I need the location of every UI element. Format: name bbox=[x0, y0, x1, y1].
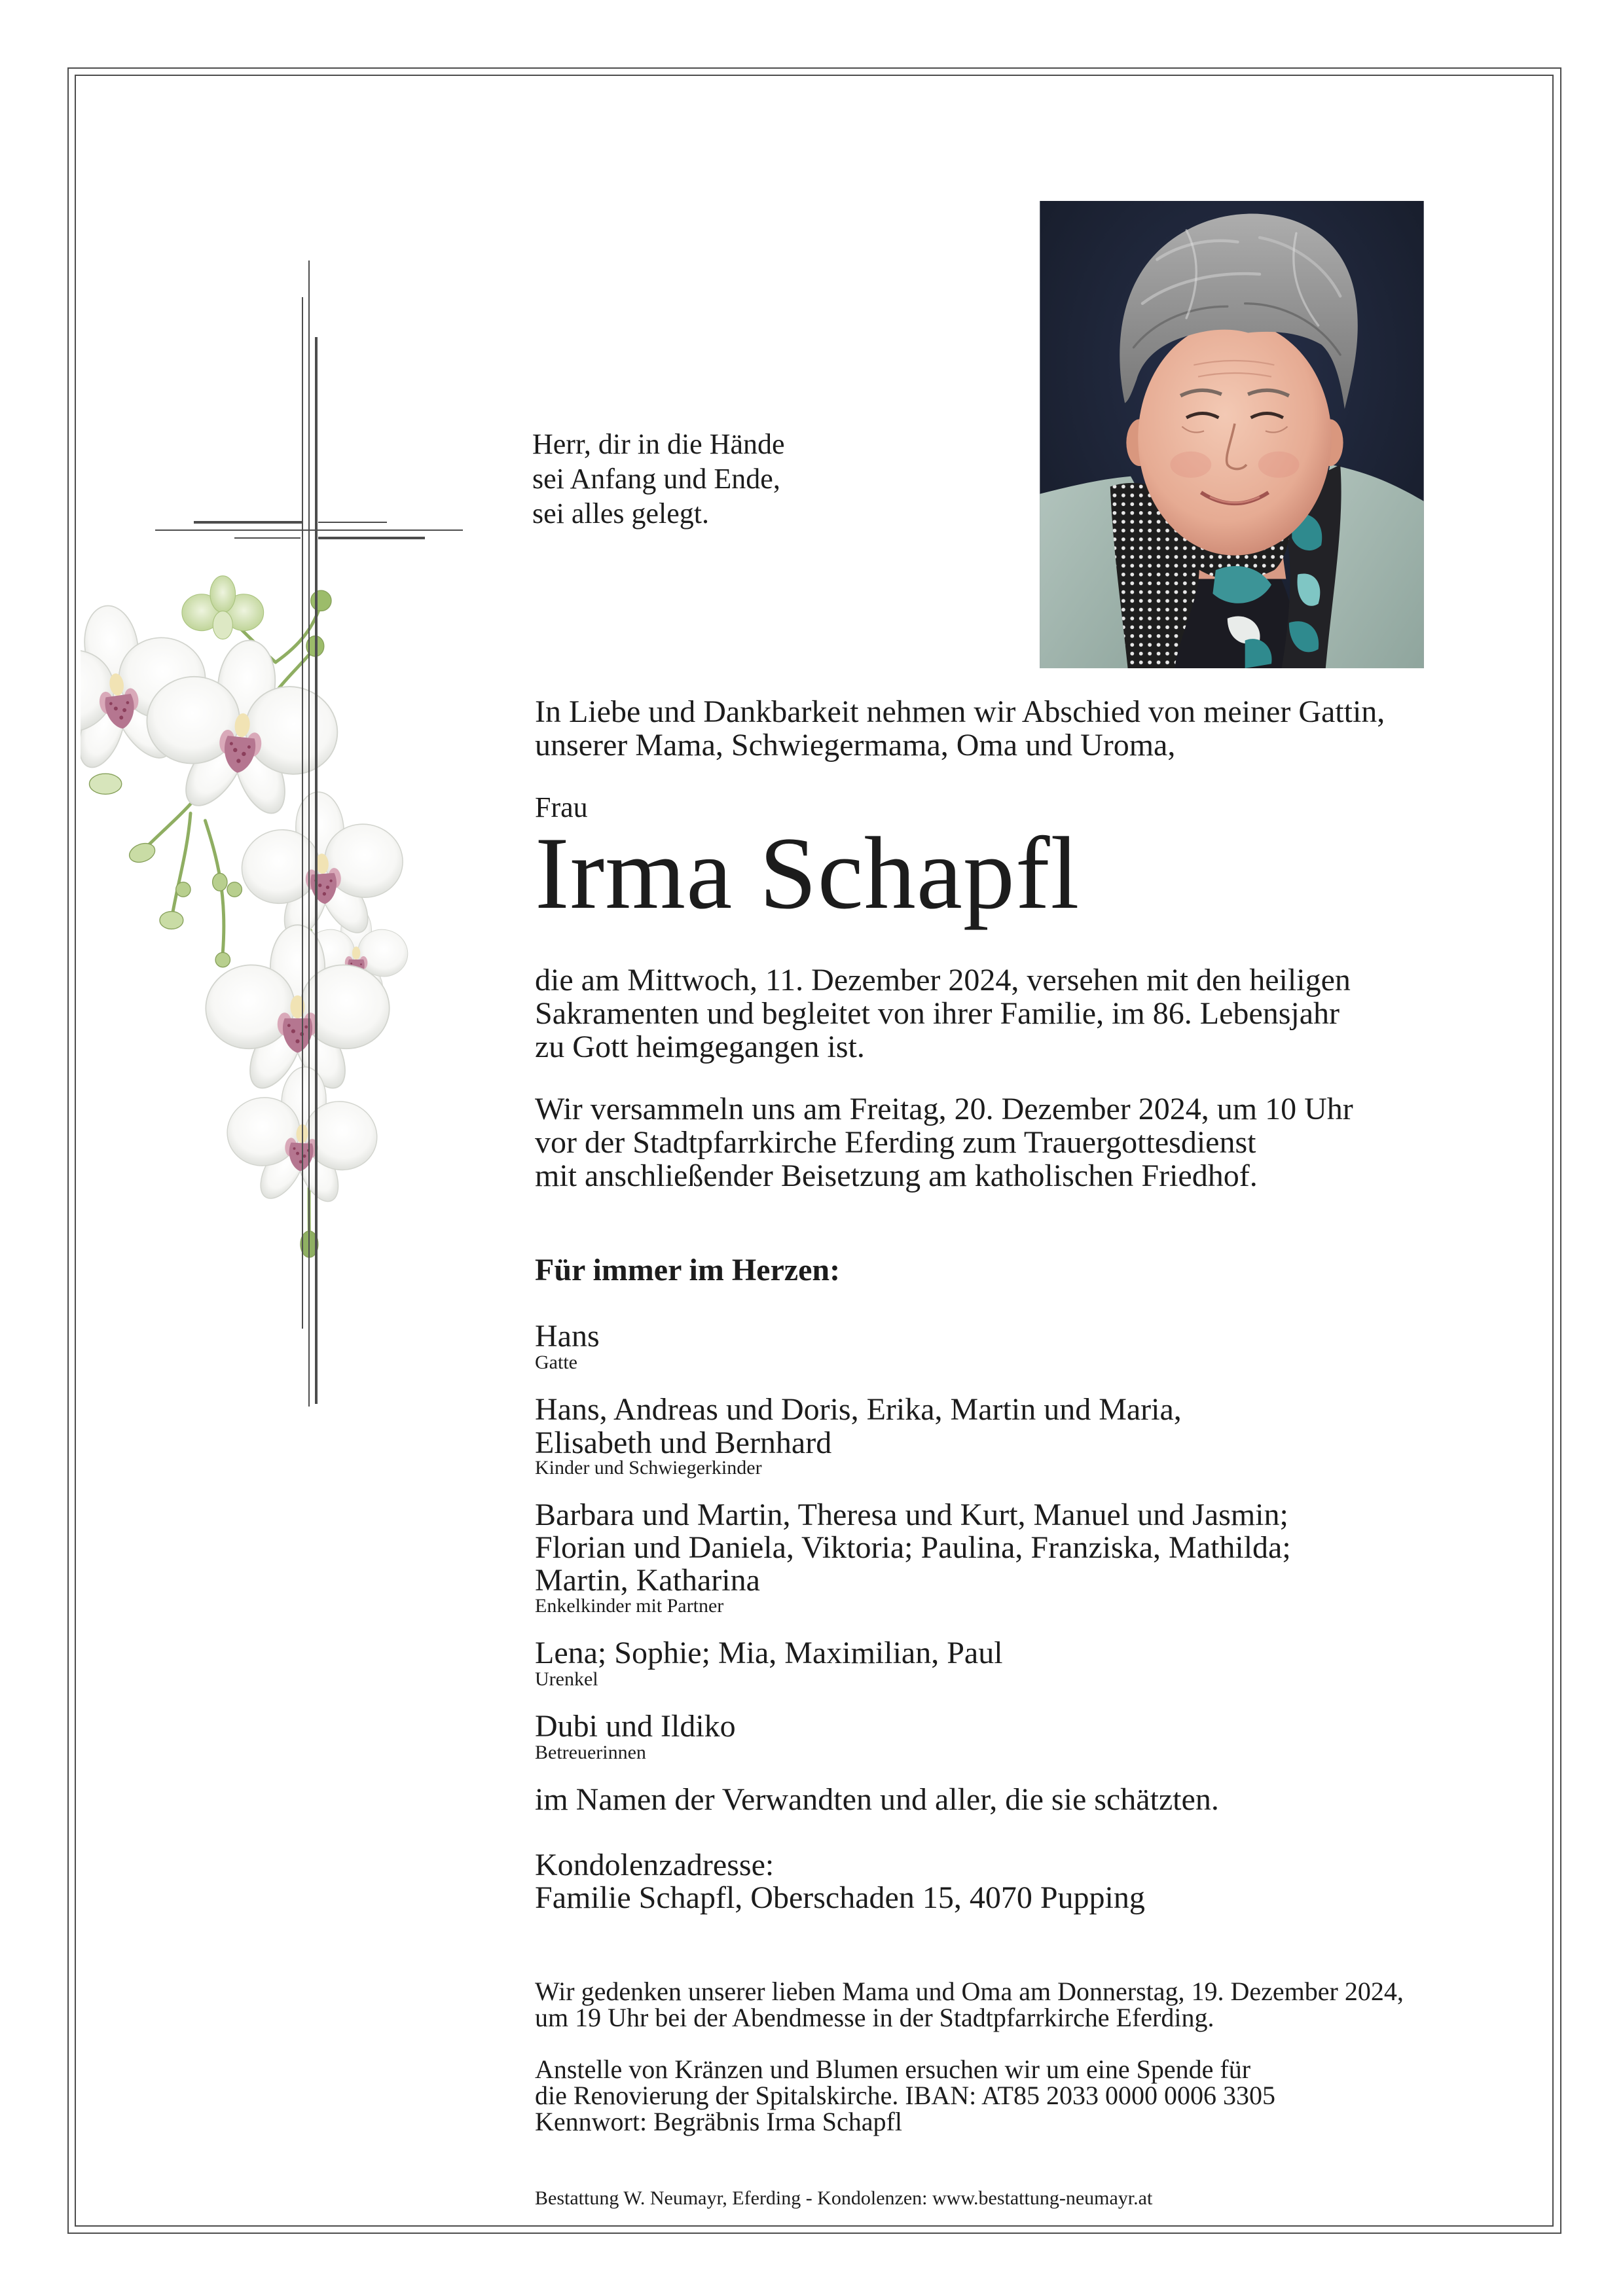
death-notice-line: zu Gott heimgegangen ist. bbox=[535, 1030, 865, 1064]
funeral-notice-line: Wir versammeln uns am Freitag, 20. Dezember 2024, um 10 Uhr bbox=[535, 1092, 1353, 1126]
intro-line: In Liebe und Dankbarkeit nehmen wir Abschied von meiner Gattin, bbox=[535, 694, 1385, 729]
intro-line: unserer Mama, Schwiegermama, Oma und Uroma, bbox=[535, 728, 1176, 762]
cross-vertical-line bbox=[308, 260, 310, 1407]
mourner-names bbox=[535, 1393, 1182, 1460]
mourner-relation: Kinder und Schwiegerkinder bbox=[535, 1457, 762, 1479]
mourner-relation: Gatte bbox=[535, 1352, 577, 1373]
cross-horizontal-line bbox=[194, 521, 302, 524]
funeral-notice-line: mit anschließender Beisetzung am katholischen Friedhof. bbox=[535, 1158, 1258, 1193]
mourner-names-line: Martin, Katharina bbox=[535, 1563, 760, 1598]
poem-verse bbox=[532, 427, 785, 531]
cross-vertical-line bbox=[302, 297, 303, 1329]
footer-credit: Bestattung W. Neumayr, Eferding - Kondolenzen: www.bestattung-neumayr.at bbox=[535, 2187, 1153, 2209]
mourner-relation: Urenkel bbox=[535, 1668, 598, 1690]
mourner-relation: Betreuerinnen bbox=[535, 1742, 646, 1763]
mourner-names-line: Hans bbox=[535, 1319, 600, 1354]
cross-horizontal-line bbox=[155, 529, 463, 531]
donation-line: Kennwort: Begräbnis Irma Schapfl bbox=[535, 2107, 902, 2136]
cross-horizontal-line bbox=[234, 537, 301, 539]
memorial-mass-line: um 19 Uhr bei der Abendmesse in der Stadtpfarrkirche Eferding. bbox=[535, 2003, 1214, 2032]
death-notice-line: Sakramenten und begleitet von ihrer Familie, im 86. Lebensjahr bbox=[535, 996, 1340, 1031]
memorial-mass-line: Wir gedenken unserer lieben Mama und Oma am Donnerstag, 19. Dezember 2024, bbox=[535, 1977, 1404, 2006]
poem-line: sei Anfang und Ende, bbox=[532, 463, 780, 495]
portrait-photo bbox=[1040, 201, 1424, 668]
mourner-names bbox=[535, 1499, 1291, 1597]
cross-horizontal-line bbox=[318, 522, 387, 523]
condolence-address-block bbox=[535, 1849, 1145, 1914]
mourner-names-line: Hans, Andreas und Doris, Erika, Martin und Maria, bbox=[535, 1392, 1182, 1427]
salutation: Frau bbox=[535, 791, 588, 823]
funeral-notice-line: vor der Stadtpfarrkirche Eferding zum Trauergottesdienst bbox=[535, 1125, 1256, 1160]
mourner-names-line: Elisabeth und Bernhard bbox=[535, 1426, 832, 1460]
orchid-half-open-flower bbox=[182, 576, 264, 639]
mourner-names-line: Florian und Daniela, Viktoria; Paulina, Franziska, Mathilda; bbox=[535, 1530, 1291, 1565]
donation-notice bbox=[535, 2056, 1275, 2135]
mourner-relation: Enkelkinder mit Partner bbox=[535, 1595, 724, 1617]
condolence-label: Kondolenzadresse: bbox=[535, 1848, 775, 1882]
mourner-names-line: Barbara und Martin, Theresa und Kurt, Manuel und Jasmin; bbox=[535, 1498, 1288, 1532]
donation-line: Anstelle von Kränzen und Blumen ersuchen wir um eine Spende für bbox=[535, 2054, 1251, 2084]
cross-horizontal-line bbox=[318, 537, 425, 539]
closing-line: im Namen der Verwandten und aller, die sie schätzten. bbox=[535, 1782, 1219, 1817]
mourner-names-line: Lena; Sophie; Mia, Maximilian, Paul bbox=[535, 1636, 1003, 1670]
mourner-names-line: Dubi und Ildiko bbox=[535, 1709, 736, 1744]
donation-line: die Renovierung der Spitalskirche. IBAN: AT85 2033 0000 0006 3305 bbox=[535, 2081, 1275, 2110]
deceased-name: Irma Schapfl bbox=[535, 816, 1080, 931]
poem-line: sei alles gelegt. bbox=[532, 497, 710, 529]
mourners-heading: Für immer im Herzen: bbox=[535, 1253, 841, 1287]
death-notice bbox=[535, 963, 1351, 1064]
intro-text bbox=[535, 695, 1385, 762]
memorial-mass-notice bbox=[535, 1979, 1404, 2031]
cross-vertical-line bbox=[315, 337, 318, 1404]
death-notice-line: die am Mittwoch, 11. Dezember 2024, versehen mit den heiligen bbox=[535, 963, 1351, 997]
orchid-decoration bbox=[81, 571, 410, 1275]
condolence-address: Familie Schapfl, Oberschaden 15, 4070 Pupping bbox=[535, 1880, 1145, 1915]
funeral-notice bbox=[535, 1092, 1353, 1193]
orchid-flower bbox=[228, 786, 410, 948]
poem-line: Herr, dir in die Hände bbox=[532, 428, 785, 460]
